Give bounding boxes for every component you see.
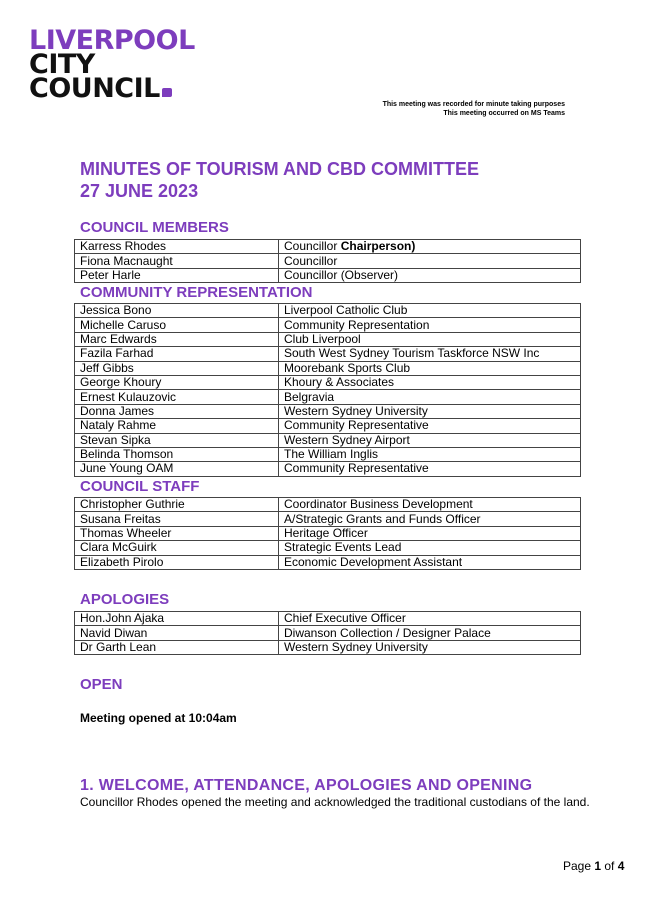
member-name: Nataly Rahme [75,419,279,433]
member-role: Community Representative [279,419,581,433]
member-role: Western Sydney University [279,404,581,418]
table-row [75,304,581,318]
member-role: Khoury & Associates [279,375,581,389]
table-row [75,498,581,512]
page-current: 1 [594,859,602,873]
council-members-table [74,239,581,283]
title-line1: MINUTES OF TOURISM AND CBD COMMITTEE [80,159,479,179]
logo-line-liverpool: LIVERPOOL [29,25,195,56]
table-row [75,612,581,626]
member-role-text: Councillor [284,253,338,268]
member-role: Coordinator Business Development [279,498,581,512]
page-number [563,859,624,873]
member-role: The William Inglis [279,447,581,461]
member-name: Jessica Bono [75,304,279,318]
table-row [75,433,581,447]
page-total: 4 [617,859,625,873]
open-heading: OPEN [80,676,123,693]
table-row [75,541,581,555]
title-line2: 27 JUNE 2023 [80,181,199,201]
table-row [75,347,581,361]
recording-note [383,100,565,118]
member-name: Peter Harle [75,268,279,282]
council-logo [29,25,195,104]
member-role: A/Strategic Grants and Funds Officer [279,512,581,526]
member-name: Marc Edwards [75,332,279,346]
member-role: Club Liverpool [279,332,581,346]
council-members-heading: COUNCIL MEMBERS [80,219,229,236]
member-role: Heritage Officer [279,526,581,540]
table-row [75,332,581,346]
member-role [279,254,581,268]
member-role-text: Councillor [284,239,341,254]
apologies-heading: APOLOGIES [80,591,170,608]
member-name: Thomas Wheeler [75,526,279,540]
member-role: Community Representative [279,462,581,476]
member-role: Strategic Events Lead [279,541,581,555]
member-name: Christopher Guthrie [75,498,279,512]
table-row [75,419,581,433]
community-representation-heading: COMMUNITY REPRESENTATION [80,284,313,301]
member-name: Elizabeth Pirolo [75,555,279,569]
item1-heading: 1. WELCOME, ATTENDANCE, APOLOGIES AND OPENING [80,777,533,794]
member-role: Western Sydney Airport [279,433,581,447]
table-row [75,254,581,268]
member-name: Hon.John Ajaka [75,612,279,626]
table-row [75,240,581,254]
table-row [75,626,581,640]
member-role [279,240,581,254]
member-name: Susana Freitas [75,512,279,526]
logo-line-council [29,73,195,104]
table-row [75,555,581,569]
member-name: Dr Garth Lean [75,640,279,654]
member-name: Jeff Gibbs [75,361,279,375]
page-prefix: Page [563,859,595,873]
member-role-emphasis: Chairperson) [340,239,416,254]
logo-line-council-text: COUNCIL [29,73,160,104]
member-role-text: Councillor (Observer) [284,267,399,282]
document-title [80,158,479,202]
table-row [75,390,581,404]
page-of: of [601,859,618,873]
table-row [75,268,581,282]
member-role: Belgravia [279,390,581,404]
community-representation-table [74,303,581,477]
member-name: Fiona Macnaught [75,254,279,268]
table-row [75,462,581,476]
member-role: Liverpool Catholic Club [279,304,581,318]
table-row [75,318,581,332]
member-name: Navid Diwan [75,626,279,640]
council-staff-heading: COUNCIL STAFF [80,478,200,495]
member-name: Belinda Thomson [75,447,279,461]
logo-line-city: CITY [29,49,95,80]
table-row [75,526,581,540]
table-row [75,447,581,461]
member-role: South West Sydney Tourism Taskforce NSW Inc [279,347,581,361]
member-name: George Khoury [75,375,279,389]
member-role [279,268,581,282]
member-name: Ernest Kulauzovic [75,390,279,404]
recording-note-line1: This meeting was recorded for minute taking purposes [382,101,565,108]
member-role: Chief Executive Officer [279,612,581,626]
table-row [75,512,581,526]
table-row [75,640,581,654]
recording-note-line2: This meeting occurred on MS Teams [443,110,565,117]
council-staff-table [74,497,581,570]
member-role: Community Representation [279,318,581,332]
member-name: June Young OAM [75,462,279,476]
apologies-table [74,611,581,655]
member-name: Michelle Caruso [75,318,279,332]
member-role: Moorebank Sports Club [279,361,581,375]
table-row [75,375,581,389]
member-role: Economic Development Assistant [279,555,581,569]
logo-speech-bubble-icon [162,88,172,97]
member-role: Diwanson Collection / Designer Palace [279,626,581,640]
member-name: Clara McGuirk [75,541,279,555]
member-name: Donna James [75,404,279,418]
member-name: Stevan Sipka [75,433,279,447]
meeting-opened-text: Meeting opened at 10:04am [80,711,237,725]
table-row [75,361,581,375]
member-role: Western Sydney University [279,640,581,654]
member-name: Karress Rhodes [75,240,279,254]
member-name: Fazila Farhad [75,347,279,361]
item1-text: Councillor Rhodes opened the meeting and acknowledged the traditional custodians of the land. [80,795,590,809]
table-row [75,404,581,418]
